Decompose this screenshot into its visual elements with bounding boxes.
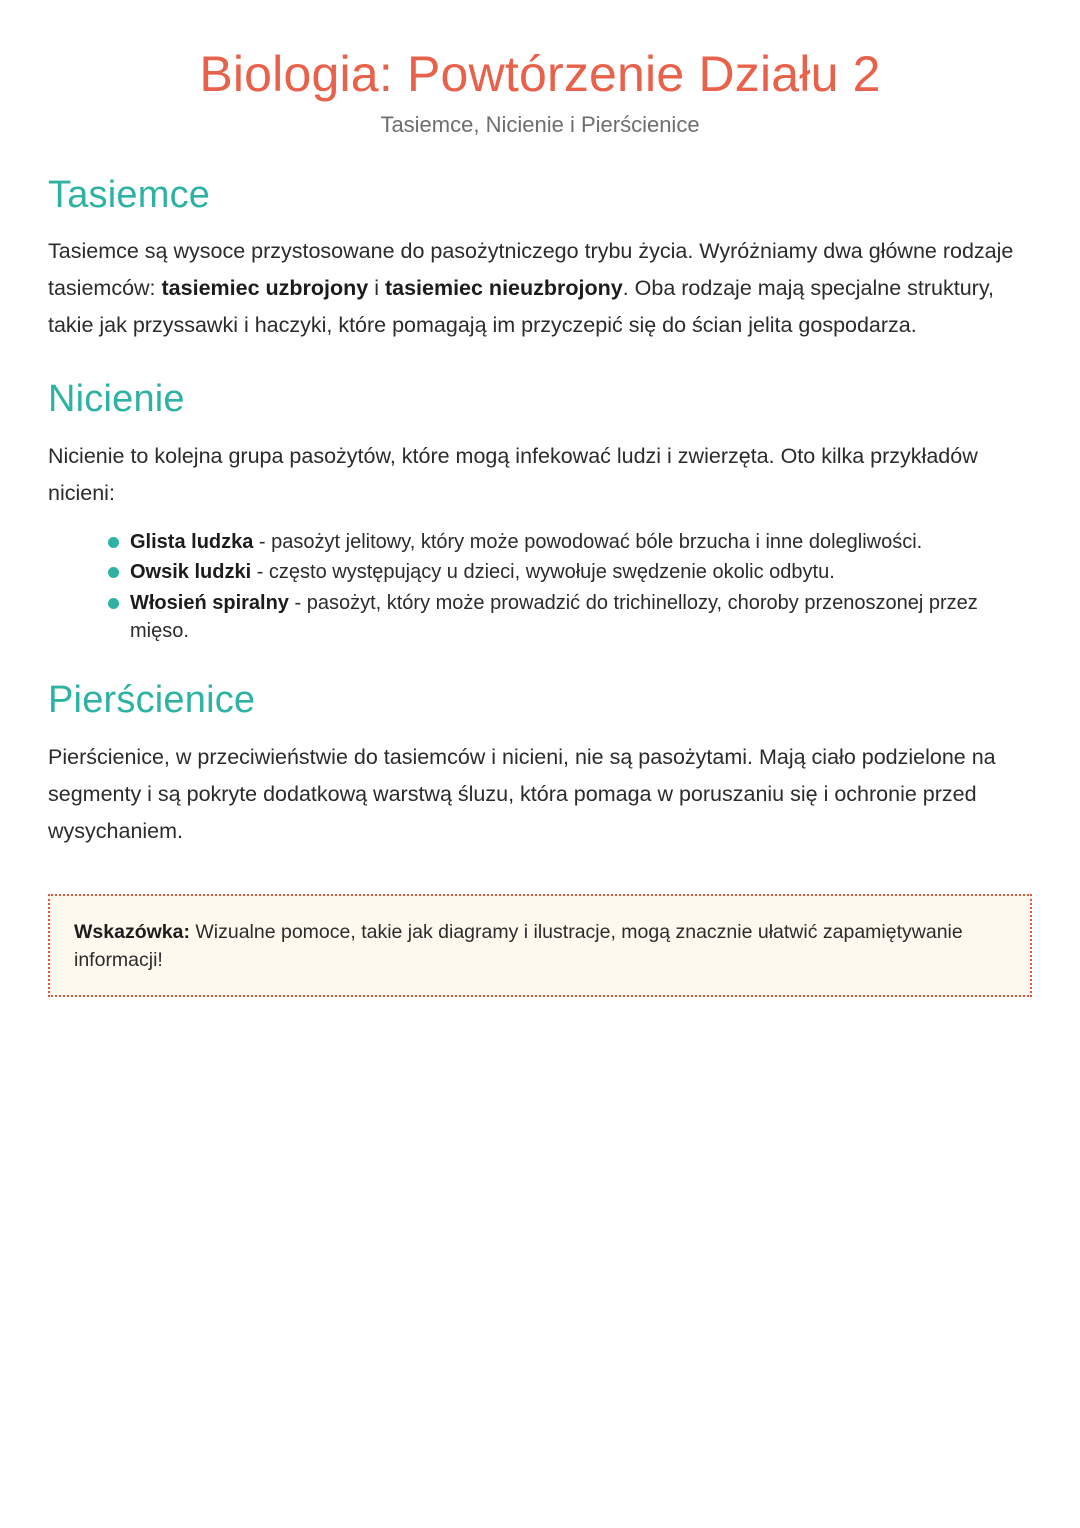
section-heading-nicienie: Nicienie [48, 378, 185, 421]
list-item [108, 528, 1032, 556]
section-pierscienice [48, 679, 1032, 850]
section-tasiemce [48, 174, 1032, 345]
section-heading-tasiemce: Tasiemce [48, 173, 211, 216]
bold-term-tasiemiec-uzbrojony: tasiemiec uzbrojony [161, 276, 369, 301]
list-item-description: - pasożyt, który może prowadzić do trichinellozy, choroby przenoszonej przez mięso. [130, 591, 978, 642]
paragraph-text-part: i [368, 276, 385, 301]
paragraph-text-part: . Oba rodzaje mają specjalne struktury, takie jak przyssawki i haczyki, które pomagają im przyczepić się do ścian jelita gospodarza. [48, 276, 994, 338]
bullet-dot-icon [108, 598, 119, 609]
list-item [108, 558, 1032, 586]
page-title: Biologia: Powtórzenie Działu 2 [199, 46, 881, 102]
section-nicienie [48, 378, 1032, 645]
list-item-term: Włosień spiralny [130, 591, 289, 614]
nicienie-example-list [48, 528, 1032, 646]
paragraph-text-part: Tasiemce są wysoce przystosowane do pasożytniczego trybu życia. Wyróżniamy dwa główne rodzaje tasiemców: [48, 239, 1014, 301]
section-heading-pierscienice: Pierścienice [48, 679, 256, 722]
paragraph-tasiemce [48, 233, 1032, 344]
page-subtitle: Tasiemce, Nicienie i Pierścienice [380, 112, 700, 137]
list-item [108, 589, 1032, 646]
bold-term-tasiemiec-nieuzbrojony: tasiemiec nieuzbrojony [384, 276, 623, 301]
tip-callout-box [48, 894, 1032, 997]
tip-body-text: Wizualne pomoce, takie jak diagramy i ilustracje, mogą znacznie ułatwić zapamiętywanie informacji! [74, 920, 963, 972]
tip-label: Wskazówka: [74, 920, 190, 943]
paragraph-nicienie-intro: Nicienie to kolejna grupa pasożytów, które mogą infekować ludzi i zwierzęta. Oto kilka przykładów nicieni: [48, 443, 978, 505]
document-content [0, 174, 1080, 997]
list-item-description: - często występujący u dzieci, wywołuje swędzenie okolic odbytu. [251, 561, 835, 584]
paragraph-pierscienice: Pierścienice, w przeciwieństwie do tasiemców i nicieni, nie są pasożytami. Mają ciało podzielone na segmenty i są pokryte dodatkową warstwą śluzu, która pomaga w poruszaniu się i ochronie przed wysychaniem. [48, 745, 996, 843]
bullet-dot-icon [108, 537, 119, 548]
list-item-description: - pasożyt jelitowy, który może powodować bóle brzucha i inne dolegliwości. [253, 530, 923, 553]
list-item-term: Owsik ludzki [130, 561, 252, 584]
tip-text [74, 918, 1006, 975]
bullet-dot-icon [108, 567, 119, 578]
document-header [0, 0, 1080, 140]
list-item-term: Glista ludzka [130, 530, 254, 553]
